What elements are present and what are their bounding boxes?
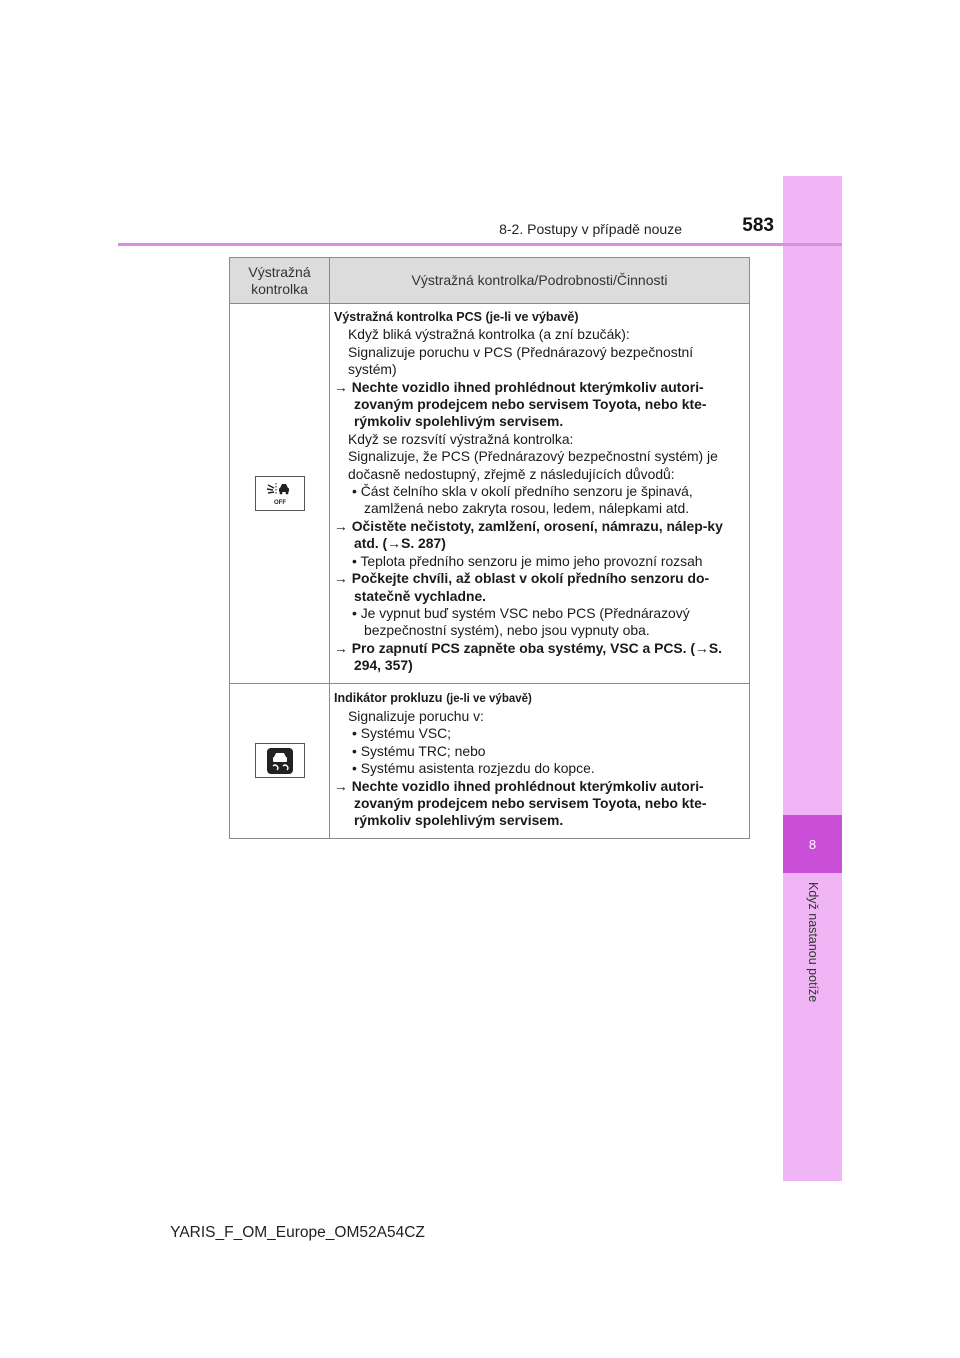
chapter-side-tab bbox=[783, 176, 842, 1181]
condition-text: Když bliká výstražná kontrolka (a zní bzučák): bbox=[348, 326, 630, 343]
action-text: → Počkejte chvíli, až oblast v okolí předního senzoru do-statečně vychladne. bbox=[334, 570, 710, 604]
action-text: → Pro zapnutí PCS zapněte oba systémy, VSC a PCS. (→S. 294, 357) bbox=[334, 639, 723, 674]
row-title-note: (je-li ve výbavě) bbox=[446, 692, 532, 705]
chapter-label: Když nastanou potíže bbox=[806, 882, 820, 1003]
table-row bbox=[230, 304, 750, 684]
reason-bullet: • Teplota předního senzoru je mimo jeho provozní rozsah bbox=[352, 552, 703, 569]
document-code: YARIS_F_OM_Europe_OM52A54CZ bbox=[170, 1224, 425, 1241]
header-divider bbox=[118, 243, 842, 246]
chapter-number: 8 bbox=[783, 815, 842, 873]
details-cell bbox=[330, 683, 750, 838]
details-cell bbox=[330, 304, 750, 684]
action-text: → Nechte vozidlo ihned prohlédnout kterýmkoliv autori-zovaným prodejcem nebo servisem Toyota, nebo kte-rýmkoliv spolehlivým servisem. bbox=[334, 777, 707, 829]
table-row bbox=[230, 683, 750, 838]
reason-bullet: • Systému VSC; bbox=[352, 725, 452, 742]
condition-text: Když se rozsvítí výstražná kontrolka: bbox=[348, 430, 574, 447]
svg-text:OFF: OFF bbox=[273, 500, 286, 507]
page-number: 583 bbox=[742, 215, 774, 236]
meaning-text: Signalizuje poruchu v PCS (Přednárazový bezpečnostní systém) bbox=[348, 343, 694, 378]
table-header-row bbox=[230, 258, 750, 304]
action-text: → Očistěte nečistoty, zamlžení, orosení, námrazu, nálep-ky atd. (→S. 287) bbox=[334, 517, 723, 552]
icon-cell bbox=[230, 683, 330, 838]
warning-lights-table bbox=[229, 257, 750, 839]
section-title: 8-2. Postupy v případě nouze bbox=[499, 221, 682, 237]
skid-indicator-icon bbox=[255, 743, 305, 778]
reason-bullet: • Část čelního skla v okolí předního senzoru je špinavá, zamlžená nebo zakryta rosou, ledem, nálepkami atd. bbox=[352, 483, 693, 517]
meaning-text: Signalizuje poruchu v: bbox=[348, 707, 484, 724]
action-text: → Nechte vozidlo ihned prohlédnout kterýmkoliv autori-zovaným prodejcem nebo servisem Toyota, nebo kte-rýmkoliv spolehlivým servisem. bbox=[334, 378, 707, 430]
reason-bullet: • Je vypnut buď systém VSC nebo PCS (Přednárazový bezpečnostní systém), nebo jsou vypnuty oba. bbox=[352, 604, 690, 639]
reason-bullet: • Systému asistenta rozjezdu do kopce. bbox=[352, 760, 595, 777]
icon-cell bbox=[230, 304, 330, 684]
meaning-text: Signalizuje, že PCS (Přednárazový bezpečnostní systém) je dočasně nedostupný, zřejmě z následujících důvodů: bbox=[348, 448, 718, 482]
row-title: Výstražná kontrolka PCS (je-li ve výbavě) bbox=[334, 310, 579, 324]
row-title: Indikátor prokluzu bbox=[334, 690, 443, 705]
pcs-off-warning-icon bbox=[255, 476, 305, 511]
col-header-details: Výstražná kontrolka/Podrobnosti/Činnosti bbox=[330, 258, 750, 304]
reason-bullet: • Systému TRC; nebo bbox=[352, 742, 486, 759]
col-header-light: Výstražná kontrolka bbox=[230, 258, 330, 304]
